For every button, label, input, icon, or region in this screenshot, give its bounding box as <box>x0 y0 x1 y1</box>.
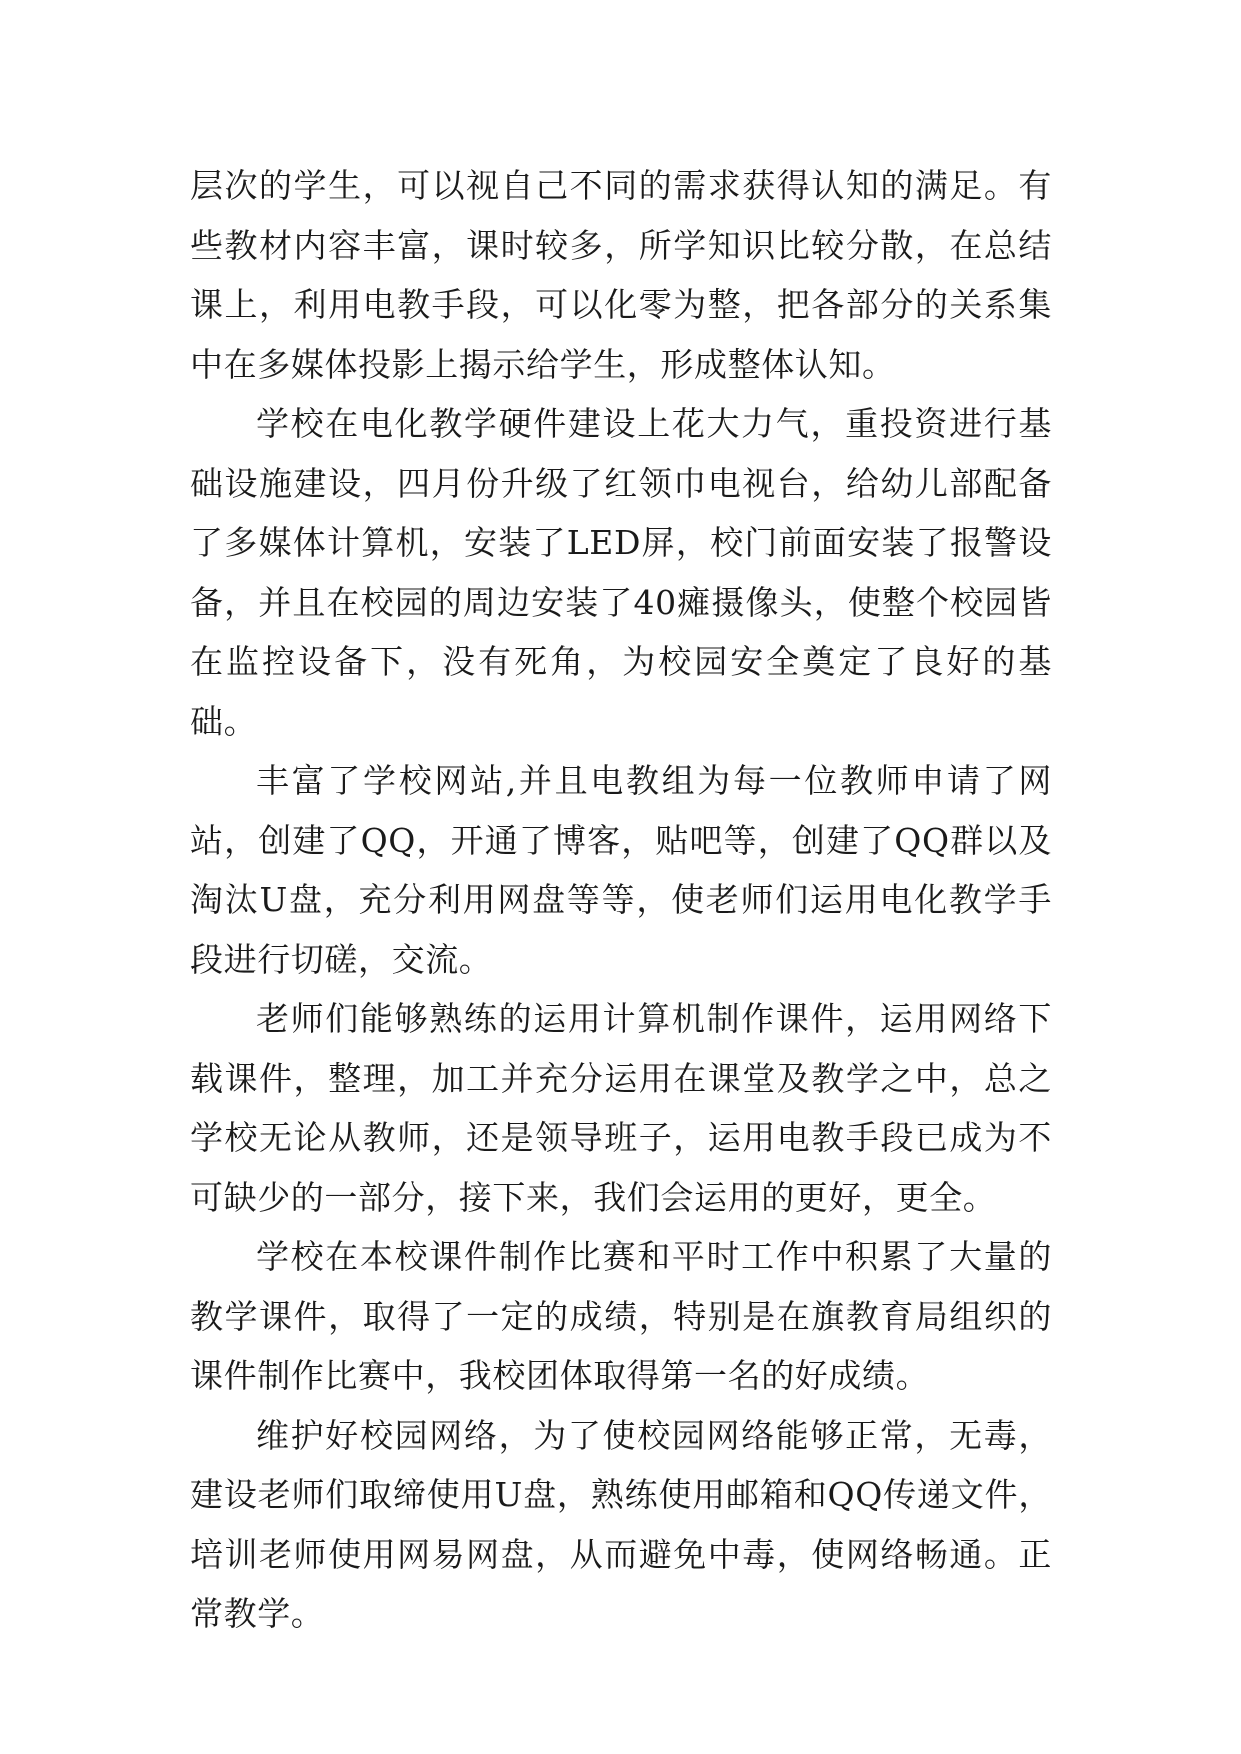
paragraph-hardware: 学校在电化教学硬件建设上花大力气，重投资进行基础设施建设，四月份升级了红领巾电视台，给幼儿部配备了多媒体计算机，安装了LED屏，校门前面安装了报警设备，并且在校园的周边安装了40瘫摄像头，使整个校园皆在监控设备下，没有死角，为校园安全奠定了良好的基础。 <box>190 404 1052 741</box>
paragraph-continued: 层次的学生，可以视自己不同的需求获得认知的满足。有些教材内容丰富，课时较多，所学知识比较分散，在总结课上，利用电教手段，可以化零为整，把各部分的关系集中在多媒体投影上揭示给学生，形成整体认知。 <box>190 166 1052 384</box>
paragraph-network-maintenance: 维护好校园网络，为了使校园网络能够正常，无毒，建设老师们取缔使用U盘，熟练使用邮箱和QQ传递文件，培训老师使用网易网盘，从而避免中毒，使网络畅通。正常教学。 <box>190 1415 1052 1633</box>
paragraph-courseware-skills: 老师们能够熟练的运用计算机制作课件，运用网络下载课件，整理，加工并充分运用在课堂及教学之中，总之学校无论从教师，还是领导班子，运用电教手段已成为不可缺少的一部分，接下来，我们会运用的更好，更全。 <box>190 999 1052 1217</box>
document-body <box>190 156 1052 1644</box>
paragraph-achievements: 学校在本校课件制作比赛和平时工作中积累了大量的教学课件，取得了一定的成绩，特别是在旗教育局组织的课件制作比赛中，我校团体取得第一名的好成绩。 <box>190 1237 1052 1395</box>
paragraph-website: 丰富了学校网站,并且电教组为每一位教师申请了网站，创建了QQ，开通了博客，贴吧等，创建了QQ群以及淘汰U盘，充分利用网盘等等，使老师们运用电化教学手段进行切磋，交流。 <box>190 761 1052 979</box>
